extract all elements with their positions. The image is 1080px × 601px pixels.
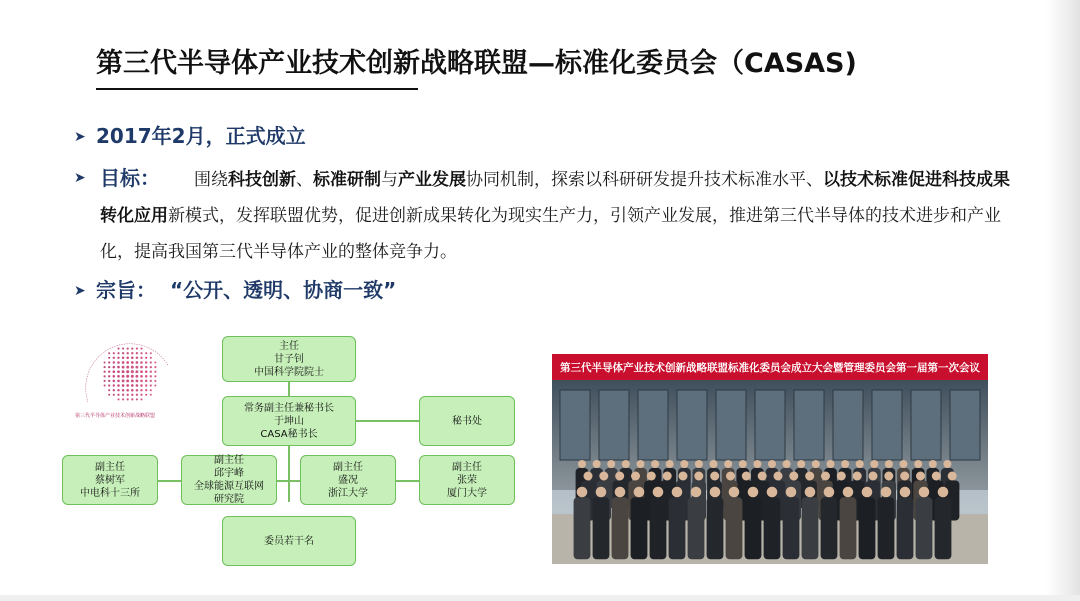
group-photo-image (552, 354, 988, 564)
building-window (560, 390, 590, 460)
connector-secretariat (355, 420, 419, 422)
person-head (869, 472, 878, 481)
person-head (824, 487, 835, 498)
logo-dot (140, 348, 142, 350)
logo-dot (113, 394, 115, 396)
person-body (840, 497, 857, 559)
person-head (938, 487, 949, 498)
logo-dot (131, 366, 134, 369)
logo-dot (117, 361, 120, 364)
logo-dot (126, 379, 129, 382)
photo-banner: 第三代半导体产业技术创新战略联盟标准化委员会成立大会暨管理委员会第一届第一次会议 (552, 354, 988, 380)
logo-dot (150, 357, 152, 359)
logo-dot (104, 380, 106, 382)
goal-text-run: 协同机制，探索以科研研发提升技术标准水平、 (466, 170, 823, 190)
bullet-goal-marker (74, 160, 96, 197)
building-window (872, 390, 902, 460)
logo-dot (127, 348, 129, 350)
person-body (764, 497, 781, 559)
logo-dot (150, 380, 152, 382)
node-deputy-3-name: 盛况 (338, 474, 358, 486)
connector-deputy-right (396, 480, 420, 482)
building-window (794, 390, 824, 460)
logo-dot (113, 361, 115, 363)
logo-dot (145, 370, 148, 373)
person-head (710, 460, 718, 468)
logo-dot (136, 361, 139, 364)
person-head (797, 460, 805, 468)
logo-dot (126, 389, 129, 392)
logo-dot (140, 357, 142, 359)
node-deputy-2-org: 全球能源互联网 (194, 481, 264, 492)
person-head (929, 460, 937, 468)
node-members (222, 516, 356, 566)
logo-dot (122, 389, 125, 392)
person-body (916, 497, 933, 559)
logo-dot (131, 389, 134, 392)
person-head (634, 487, 645, 498)
logo-dot (136, 389, 139, 392)
logo-dot (131, 348, 133, 350)
tenet-label: 宗旨： (96, 278, 156, 302)
node-director-role: 主任 (279, 340, 299, 352)
logo-dot (136, 394, 138, 396)
logo-dot (140, 398, 142, 400)
arrow-bullet-icon: ➤ (74, 170, 86, 186)
person-head (932, 472, 941, 481)
logo-dot (113, 357, 115, 359)
person-head (885, 460, 893, 468)
person-head (666, 460, 674, 468)
goal-text-run: 、 (296, 170, 313, 190)
logo-dot (150, 371, 152, 373)
alliance-logo (58, 332, 168, 424)
logo-dot (131, 361, 134, 364)
logo-dot (122, 375, 125, 378)
person-body (726, 497, 743, 559)
logo-dot (131, 352, 133, 354)
logo-dot (154, 371, 156, 373)
person-head (884, 472, 893, 481)
goal-text-run: 与 (381, 170, 398, 190)
connector-deputy-left (157, 480, 181, 482)
person-head (593, 460, 601, 468)
person-head (789, 472, 798, 481)
person-body (878, 497, 895, 559)
building-window (950, 390, 980, 460)
person-body (593, 497, 610, 559)
logo-dot (117, 370, 120, 373)
logo-dot (145, 389, 147, 391)
person-head (710, 487, 721, 498)
goal-label: 目标： (100, 166, 160, 190)
logo-dot (127, 394, 129, 396)
node-exec-deputy (222, 396, 356, 446)
person-head (767, 487, 778, 498)
logo-dot (108, 357, 110, 359)
person-head (943, 460, 951, 468)
logo-dot (104, 371, 106, 373)
logo-dot (127, 352, 129, 354)
person-head (783, 460, 791, 468)
logo-dot (140, 389, 142, 391)
person-head (647, 472, 656, 481)
goal-text-run: 围绕 (194, 170, 228, 190)
person-head (663, 472, 672, 481)
goal-text-run: 新模式，发挥联盟优势，促进创新成果转化为现实生产力，引领产业发展，推进第三代半导体的技术进步和产业化，提高我国第三代半导体产业的整体竞争力。 (100, 206, 1001, 262)
node-deputy-4-role: 副主任 (452, 461, 482, 473)
logo-dot (108, 371, 110, 373)
logo-dot (108, 366, 110, 368)
arrow-bullet-icon: ➤ (74, 283, 86, 299)
logo-dot (136, 348, 138, 350)
logo-dot (104, 384, 106, 386)
logo-dot (108, 394, 110, 396)
person-head (672, 487, 683, 498)
node-deputy-1-org: 中电科十三所 (80, 487, 140, 499)
node-deputy-1 (62, 455, 158, 505)
person-head (622, 460, 630, 468)
person-body (669, 497, 686, 559)
logo-dot (131, 375, 134, 378)
person-body (783, 497, 800, 559)
building-window (833, 390, 863, 460)
logo-dot (117, 380, 120, 383)
logo-dot (154, 384, 156, 386)
goal-emphasis: 产业发展 (398, 170, 466, 190)
person-head (739, 460, 747, 468)
title-underline (96, 88, 418, 90)
logo-dot (136, 357, 139, 360)
person-body (897, 497, 914, 559)
logo-dot (136, 398, 138, 400)
person-head (653, 487, 664, 498)
goal-emphasis: 以技术标准促进科技成果转化应用 (100, 170, 1010, 226)
person-head (607, 460, 615, 468)
person-head (821, 472, 830, 481)
logo-dot (150, 366, 152, 368)
person-head (615, 487, 626, 498)
person-head (596, 487, 607, 498)
person-head (637, 460, 645, 468)
person-head (870, 460, 878, 468)
node-exec-deputy-name: 于坤山 (274, 415, 304, 427)
logo-dot (122, 366, 125, 369)
logo-dot (145, 352, 147, 354)
node-director-org: 中国科学院院士 (254, 366, 324, 378)
person-head (900, 487, 911, 498)
logo-dot (150, 375, 152, 377)
node-deputy-1-name: 蔡树军 (95, 474, 125, 486)
group-photo (552, 354, 988, 564)
person-head (786, 487, 797, 498)
goal-emphasis: 标准研制 (313, 170, 381, 190)
logo-dot (140, 375, 143, 378)
person-head (724, 460, 732, 468)
node-director (222, 336, 356, 382)
person-head (631, 472, 640, 481)
logo-dot (122, 357, 125, 360)
node-deputy-3 (300, 455, 396, 505)
logo-dot (145, 366, 148, 369)
person-head (599, 472, 608, 481)
logo-dot (145, 357, 147, 359)
person-body (859, 497, 876, 559)
person-body (821, 497, 838, 559)
alliance-logo-mark-icon (58, 332, 168, 424)
bullet-goal (100, 160, 1020, 270)
logo-dot (145, 394, 147, 396)
logo-dot (113, 389, 115, 391)
logo-dot (126, 375, 129, 378)
logo-dot (117, 384, 120, 387)
node-director-name: 甘子钊 (274, 353, 304, 365)
person-body (707, 497, 724, 559)
page-title: 第三代半导体产业技术创新战略联盟—标准化委员会（CASAS) (96, 48, 857, 79)
person-head (578, 460, 586, 468)
logo-dot (136, 380, 139, 383)
logo-dot (122, 361, 125, 364)
logo-dot (104, 366, 106, 368)
logo-dot (113, 370, 116, 373)
logo-dot (131, 357, 134, 360)
node-deputy-2 (181, 455, 277, 505)
person-head (853, 472, 862, 481)
logo-dot (140, 366, 143, 369)
node-exec-deputy-role: 常务副主任兼秘书长 (244, 402, 334, 414)
building-window (755, 390, 785, 460)
logo-dot (122, 370, 125, 373)
person-body (612, 497, 629, 559)
logo-dot (136, 352, 138, 354)
person-head (862, 487, 873, 498)
logo-dot (150, 352, 152, 354)
logo-dot (126, 357, 129, 360)
logo-dot (122, 380, 125, 383)
logo-dot (135, 375, 138, 378)
goal-body (100, 170, 1010, 262)
person-head (843, 487, 854, 498)
logo-dot (140, 394, 142, 396)
node-secretariat (419, 396, 515, 446)
logo-dot (135, 370, 138, 373)
logo-dot (113, 384, 115, 386)
node-deputy-4 (419, 455, 515, 505)
logo-dot (117, 389, 119, 391)
logo-dot (136, 384, 139, 387)
person-head (919, 487, 930, 498)
logo-dot (140, 361, 143, 364)
tenet-value: “公开、透明、协商一致” (170, 278, 397, 302)
person-head (691, 487, 702, 498)
logo-dot (108, 352, 110, 354)
person-body (935, 497, 952, 559)
bullet-tenet (74, 272, 396, 310)
logo-caption: 第三代半导体产业技术创新战略联盟 (74, 413, 155, 419)
person-head (729, 487, 740, 498)
logo-dot (113, 375, 116, 378)
building-window (638, 390, 668, 460)
logo-dot (122, 348, 124, 350)
logo-dot (126, 366, 129, 369)
logo-dot (104, 361, 106, 363)
logo-dot (117, 398, 119, 400)
logo-dot (117, 366, 120, 369)
logo-dot (117, 348, 119, 350)
logo-dot (113, 380, 116, 383)
logo-dot (154, 361, 156, 363)
person-body (688, 497, 705, 559)
logo-dot (108, 361, 110, 363)
logo-dot (140, 384, 143, 387)
slide-bottom-edge (0, 595, 1080, 601)
person-head (695, 460, 703, 468)
person-head (615, 472, 624, 481)
slide-edge-shadow (1046, 0, 1080, 601)
connector-trunk-lower (288, 442, 290, 502)
logo-dot (131, 398, 133, 400)
logo-dot (150, 361, 152, 363)
node-secretariat-label: 秘书处 (452, 415, 482, 427)
person-head (841, 460, 849, 468)
logo-dot (145, 380, 148, 383)
logo-dot (122, 394, 124, 396)
logo-dot (113, 352, 115, 354)
logo-dot (150, 384, 152, 386)
person-head (577, 487, 588, 498)
connector-deputy-mid (277, 480, 301, 482)
person-head (753, 460, 761, 468)
person-head (856, 460, 864, 468)
logo-dot (145, 375, 148, 378)
logo-dot (140, 352, 142, 354)
logo-dot (145, 361, 147, 363)
building-window (599, 390, 629, 460)
person-head (694, 472, 703, 481)
bullet-founded (74, 118, 306, 156)
node-deputy-2-role: 副主任 (214, 455, 244, 466)
logo-dot (117, 394, 119, 396)
person-head (900, 460, 908, 468)
person-head (774, 472, 783, 481)
person-body (650, 497, 667, 559)
logo-dot (122, 352, 124, 354)
logo-dot (154, 375, 156, 377)
person-head (827, 460, 835, 468)
founded-text: 2017年2月，正式成立 (96, 124, 306, 148)
building-window (911, 390, 941, 460)
logo-dot (117, 352, 119, 354)
logo-dot (154, 366, 156, 368)
person-head (742, 472, 751, 481)
person-head (651, 460, 659, 468)
node-deputy-4-org: 厦门大学 (447, 487, 487, 499)
logo-dot (131, 394, 133, 396)
building-window (677, 390, 707, 460)
node-deputy-2-name: 邱宇峰 (214, 468, 244, 479)
person-body (802, 497, 819, 559)
person-body (574, 497, 591, 559)
person-head (812, 460, 820, 468)
logo-dot (127, 398, 129, 400)
logo-dot (108, 389, 110, 391)
logo-dot (150, 389, 152, 391)
person-head (758, 472, 767, 481)
logo-dot (136, 366, 139, 369)
logo-dot (117, 357, 119, 359)
node-deputy-2-org2: 研究院 (214, 494, 244, 505)
person-head (881, 487, 892, 498)
logo-dot (131, 384, 134, 387)
person-body (631, 497, 648, 559)
person-head (916, 472, 925, 481)
person-head (900, 472, 909, 481)
logo-dot (126, 384, 129, 387)
person-head (768, 460, 776, 468)
logo-dot (131, 379, 134, 382)
node-deputy-1-role: 副主任 (95, 461, 125, 473)
logo-dot (108, 384, 110, 386)
logo-dot (108, 380, 110, 382)
logo-dot (113, 366, 116, 369)
logo-dot (140, 370, 143, 373)
logo-dot (117, 375, 120, 378)
logo-dot (150, 394, 152, 396)
person-head (679, 472, 688, 481)
logo-dot (131, 370, 134, 373)
person-head (837, 472, 846, 481)
logo-dot (140, 380, 143, 383)
arrow-bullet-icon: ➤ (74, 129, 86, 145)
person-head (748, 487, 759, 498)
logo-dot (104, 375, 106, 377)
logo-dot (122, 384, 125, 387)
node-members-label: 委员若干名 (264, 535, 314, 547)
person-head (948, 472, 957, 481)
node-deputy-3-org: 浙江大学 (328, 487, 368, 499)
person-head (680, 460, 688, 468)
person-head (805, 472, 814, 481)
person-head (726, 472, 735, 481)
logo-dot (154, 380, 156, 382)
person-body (745, 497, 762, 559)
node-exec-deputy-org: CASA秘书长 (260, 428, 318, 440)
node-deputy-3-role: 副主任 (333, 461, 363, 473)
logo-dot (145, 384, 147, 386)
person-head (710, 472, 719, 481)
logo-dot (126, 370, 129, 373)
person-head (584, 472, 593, 481)
person-head (914, 460, 922, 468)
logo-dot (108, 375, 110, 377)
logo-dot (126, 361, 129, 364)
node-deputy-4-name: 张荣 (457, 474, 477, 486)
person-head (805, 487, 816, 498)
building-window (716, 390, 746, 460)
goal-emphasis: 科技创新 (228, 170, 296, 190)
logo-dot (122, 398, 124, 400)
